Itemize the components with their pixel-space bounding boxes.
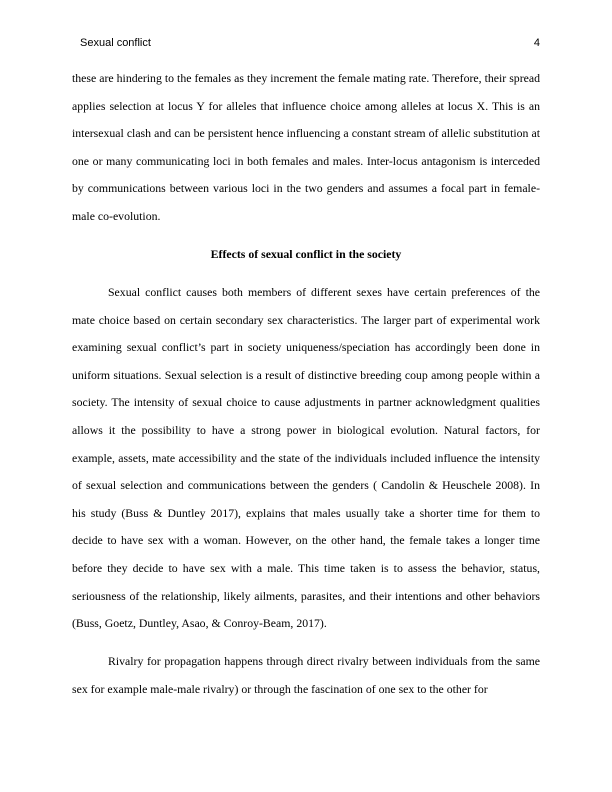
paragraph-continuation: these are hindering to the females as they increment the female mating rate. Therefore, their spread applies selection at locus Y for alleles that influence choice among alleles at locus X. This is an intersexual clash and can be persistent hence influencing a constant stream of allelic substitution at one or many communicating loci in both females and males. Inter-locus antagonism is interceded by communications between various loci in the two genders and assumes a focal part in female-male co-evolution. (72, 71, 540, 223)
paragraph-sexual-conflict-effects: Sexual conflict causes both members of different sexes have certain preferences of the mate choice based on certain secondary sex characteristics. The larger part of experimental work examining sexual conflict’s part in society uniqueness/speciation has accordingly been done in uniform situations. Sexual selection is a result of distinctive breeding coup among people within a society. The intensity of sexual choice to cause adjustments in partner acknowledgment qualities allows it the possibility to have a strong power in biological evolution. Natural factors, for example, assets, mate accessibility and the state of the individuals included influence the intensity of sexual selection and communications between the genders ( Candolin & Heuschele 2008). In his study (Buss & Duntley 2017), explains that males usually take a shorter time for them to decide to have sex with a woman. However, on the other hand, the female takes a longer time before they decide to have sex with a male. This time taken is to assess the behavior, status, seriousness of the relationship, likely ailments, parasites, and their intentions and other behaviors (Buss, Goetz, Duntley, Asao, & Conroy-Beam, 2017). (72, 285, 540, 631)
section-heading: Effects of sexual conflict in the society (210, 247, 402, 261)
running-header-title: Sexual conflict (80, 37, 151, 49)
page-number: 4 (533, 37, 540, 49)
paragraph-rivalry: Rivalry for propagation happens through direct rivalry between individuals from the same sex for example male-male rivalry) or through the fascination of one sex to the other for (72, 654, 540, 696)
